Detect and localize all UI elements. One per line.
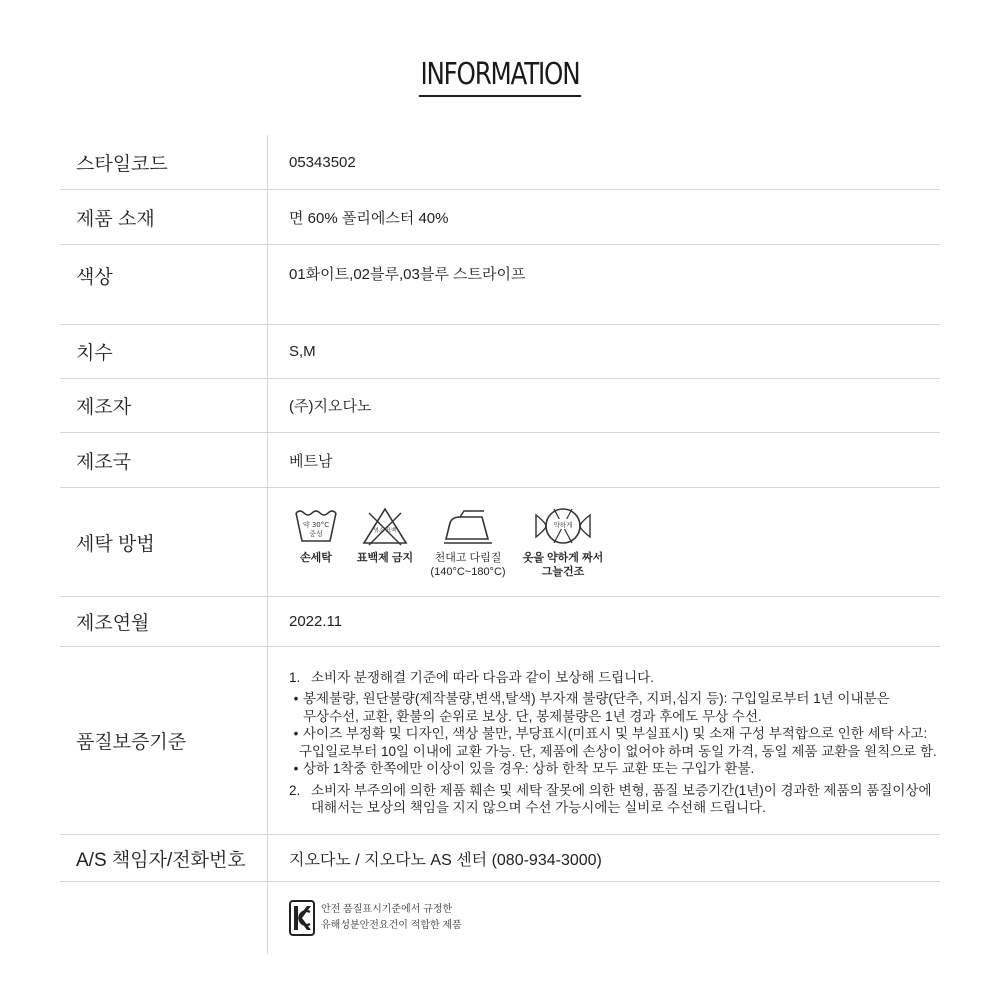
kc-line-2: 유해성분안전요건이 적합한 제품 [321, 920, 462, 931]
quality-line [289, 708, 937, 726]
iron-icon [440, 505, 496, 547]
label-material: 제품 소재 [60, 190, 268, 244]
caption-iron-temp: (140°C~180°C) [430, 566, 506, 578]
wring-gently-icon [532, 505, 594, 547]
quality-line-text: 상하 1착중 한쪽에만 이상이 있을 경우: 상하 한착 모두 교환 또는 구입가 환불. [303, 761, 755, 776]
row-wash [60, 488, 940, 597]
kc-certification [289, 900, 462, 936]
label-kc-empty [60, 882, 268, 954]
quality-line [289, 782, 937, 800]
quality-line [289, 760, 937, 778]
info-table [60, 135, 940, 954]
quality-line [289, 799, 937, 817]
quality-line-text: 사이즈 부정확 및 디자인, 색상 불만, 부당표시(미표시 및 부실표시) 및 소재 구성 부적합으로 인한 세탁 사고: [303, 726, 928, 741]
label-maker: 제조자 [60, 379, 268, 432]
kc-line-1: 안전 품질표시기준에서 규정한 [321, 904, 453, 915]
label-quality: 품질보증기준 [60, 647, 268, 834]
hand-wash-neutral: 중성 [309, 530, 323, 538]
hand-wash-temp: 약 30°C [302, 521, 330, 529]
label-style-code: 스타일코드 [60, 135, 268, 189]
value-size: S,M [289, 343, 316, 360]
caption-iron: 천대고 다림질 [434, 552, 502, 564]
value-color: 01화이트,02블루,03블루 스트라이프 [289, 266, 526, 283]
caption-no-bleach: 표백제 금지 [356, 552, 414, 564]
row-maker [60, 379, 940, 433]
wash-item-bleach [348, 505, 422, 565]
quality-text [289, 665, 937, 817]
value-kc [268, 882, 940, 954]
quality-line [289, 690, 937, 708]
quality-mark: • [293, 761, 299, 776]
row-material [60, 190, 940, 245]
quality-line-text: 대해서는 보상의 책임을 지지 않으며 수선 가능시에는 실비로 수선해 드립니다. [311, 800, 766, 815]
wash-item-iron [422, 505, 514, 579]
quality-line-text: 소비자 분쟁해결 기준에 따라 다음과 같이 보상해 드립니다. [311, 669, 654, 685]
value-country: 베트남 [289, 452, 333, 470]
caption-wring: 옷을 약하게 짜서 [522, 552, 604, 564]
value-as: 지오다노 / 지오다노 AS 센터 (080-934-3000) [289, 851, 602, 869]
value-date: 2022.11 [289, 613, 343, 630]
wring-inner: 약하게 [553, 521, 573, 529]
caption-shade-dry: 그늘건조 [541, 566, 585, 578]
quality-mark: 1. [289, 669, 301, 685]
bleach-inner: 염소 표백 [373, 528, 397, 534]
value-quality [268, 647, 940, 834]
row-color [60, 245, 940, 325]
caption-hand-wash: 손세탁 [300, 552, 332, 564]
wash-item-wring [520, 505, 606, 579]
row-kc [60, 882, 940, 954]
value-wash [268, 488, 940, 596]
label-wash: 세탁 방법 [60, 488, 268, 596]
label-as: A/S 책임자/전화번호 [60, 835, 268, 881]
hand-wash-icon [292, 505, 340, 547]
quality-mark: • [293, 726, 299, 741]
quality-line-text: 구입일로부터 10일 이내에 교환 가능. 단, 제품에 손상이 없어야 하며 동일 가격, 동일 제품 교환을 원칙으로 함. [299, 743, 937, 759]
value-style-code: 05343502 [289, 153, 356, 171]
row-country [60, 433, 940, 488]
quality-line-text: 봉제불량, 원단불량(제작불량,변색,탈색) 부자재 불량(단추, 지퍼,심지 등): 구입일로부터 1년 이내분은 [303, 691, 890, 706]
row-style-code [60, 135, 940, 190]
quality-line-text: 무상수선, 교환, 환불의 순위로 보상. 단, 봉제불량은 1년 경과 후에도 무상 수선. [303, 708, 762, 724]
value-material: 면 60% 폴리에스터 40% [289, 209, 449, 227]
title-wrap [0, 58, 1000, 97]
wash-icons [289, 505, 606, 579]
quality-mark: 2. [289, 782, 301, 798]
label-size: 치수 [60, 325, 268, 378]
row-as [60, 835, 940, 882]
label-country: 제조국 [60, 433, 268, 487]
quality-mark: • [293, 691, 299, 706]
row-date [60, 597, 940, 647]
row-quality [60, 647, 940, 835]
kc-logo-icon [289, 900, 315, 936]
kc-text [321, 902, 462, 934]
value-maker: (주)지오다노 [289, 398, 372, 415]
wash-item-hand [286, 505, 346, 565]
row-size [60, 325, 940, 379]
no-bleach-icon [360, 505, 410, 547]
page-title: INFORMATION [419, 58, 581, 97]
quality-line-text: 소비자 부주의에 의한 제품 훼손 및 세탁 잘못에 의한 변형, 품질 보증기간(1년)이 경과한 제품의 품질이상에 [311, 782, 932, 798]
quality-line [289, 669, 937, 687]
quality-line [289, 725, 937, 743]
quality-line [289, 743, 937, 761]
label-color: 색상 [60, 245, 268, 324]
label-date: 제조연월 [60, 597, 268, 646]
